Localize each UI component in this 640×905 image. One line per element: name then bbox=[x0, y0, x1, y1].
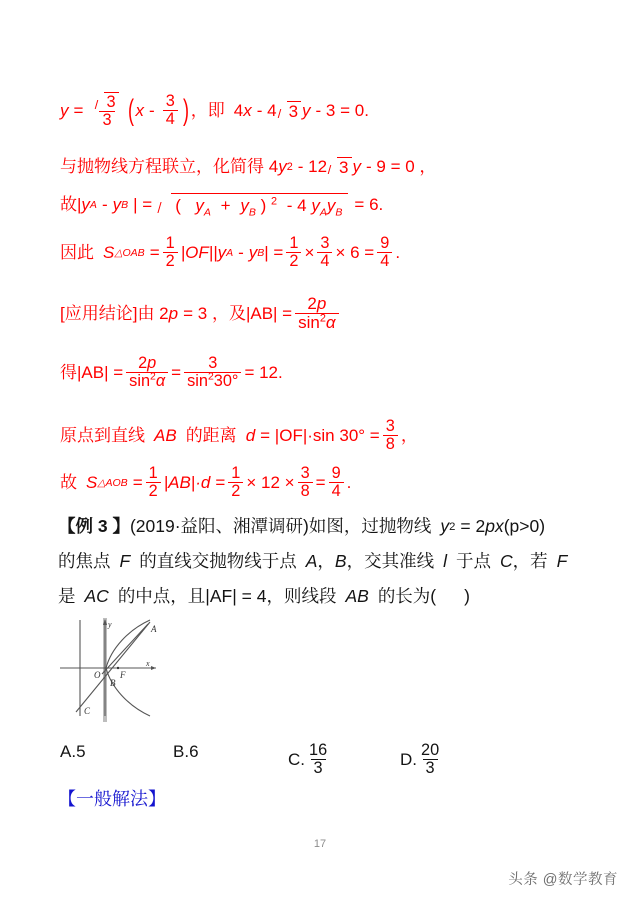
line1-ji: 即 bbox=[207, 101, 225, 121]
line8-abs: |AB|· bbox=[163, 473, 201, 493]
example-l2-A: A bbox=[305, 551, 318, 571]
example-line-1: 【例 3 】 (2019·益阳、湘潭调研) 如图，过抛物线 y 2 = 2 p x (p>0) bbox=[58, 516, 546, 536]
line3-myB: y bbox=[326, 196, 336, 215]
example-l2f: ，若 bbox=[512, 551, 548, 571]
line8-d: d bbox=[200, 473, 211, 493]
example-l2e: 于点 bbox=[455, 551, 491, 571]
line4-half: $\frac{1}{2}$ bbox=[163, 235, 178, 270]
line1-fraction-3-4: $\frac{3}{4}$ bbox=[163, 93, 178, 128]
example-l2d: ，交其准线 bbox=[346, 551, 435, 571]
line1-4: 4 bbox=[233, 101, 244, 121]
example-l2-C: C bbox=[499, 551, 513, 571]
line3-myA: y bbox=[311, 196, 320, 215]
line4-S: S bbox=[103, 243, 115, 263]
line3-ryA: y bbox=[195, 196, 204, 215]
example-eq-rest: = 2 bbox=[460, 516, 486, 536]
line1-y2: y bbox=[302, 101, 311, 121]
line3-yB: y bbox=[112, 195, 122, 214]
label-O: O bbox=[94, 670, 101, 680]
option-A[interactable] bbox=[60, 742, 86, 762]
sqrt-3-icon: 3 bbox=[95, 92, 118, 111]
example-part1: 如图，过抛物线 bbox=[308, 516, 432, 536]
line5-tag: [应用结论] bbox=[60, 303, 138, 323]
label-C: C bbox=[84, 706, 91, 716]
example-l3b: 的中点，且|AF| = 4，则线段 bbox=[117, 586, 337, 606]
parabola-figure-svg bbox=[58, 616, 170, 724]
line3-yA: y bbox=[81, 195, 90, 214]
paren-open: ( bbox=[127, 93, 134, 127]
example-eq-y: y bbox=[440, 516, 450, 536]
option-A-key: A. bbox=[60, 742, 77, 761]
line6-tail: = 12. bbox=[244, 363, 283, 383]
solution-line-3: 故| y A - y B | = ( $y_A + y_B$ ) $^2$ - 4 $y_Ay_B$ = 6. bbox=[60, 195, 384, 219]
line1-inner-x: x bbox=[135, 101, 145, 121]
line4-three-quarters: $\frac{3}{4}$ bbox=[317, 235, 332, 270]
option-C-fraction: $\frac{16}{3}$ bbox=[309, 741, 328, 778]
line7-lead: 原点到直线 bbox=[60, 426, 145, 446]
line3-minus: - bbox=[101, 195, 108, 214]
parabola-figure bbox=[58, 616, 170, 724]
line4-yA: y bbox=[217, 243, 227, 263]
line1-eq: = bbox=[73, 101, 84, 121]
line8-three-eighths: $\frac{3}{8}$ bbox=[298, 465, 313, 500]
line3-msubA: A bbox=[319, 206, 327, 219]
line7-mid: 的距离 bbox=[185, 426, 237, 446]
option-D[interactable] bbox=[400, 742, 445, 777]
example-eq-cond: (p>0) bbox=[503, 516, 546, 536]
example-eq-p: p bbox=[485, 516, 495, 536]
option-A-value: 5 bbox=[76, 742, 86, 761]
line8-period: . bbox=[346, 473, 352, 493]
line3-lead: 故| bbox=[60, 195, 82, 214]
line4-bar-eq: | = bbox=[264, 243, 284, 263]
line7-eq: = |OF|·sin 30° = bbox=[260, 426, 380, 446]
line2-mid: - 12 bbox=[297, 157, 328, 176]
example-source: (2019·益阳、湘潭调研) bbox=[129, 516, 309, 536]
solution-line-4: 因此 S △OAB = $\frac{1}{2}$ |OF|| y A - y B | = $\frac{1}{2}$ × $\frac{3}{4}$ × 6 = $\frac{9}{4}$ . bbox=[60, 234, 401, 271]
label-F: F bbox=[120, 670, 126, 680]
label-y: y bbox=[108, 620, 112, 629]
line8-S: S bbox=[86, 473, 98, 493]
focus-point bbox=[117, 667, 119, 669]
line6-fraction-3: $\frac{3}{\sin^230^\circ}$ bbox=[184, 355, 241, 390]
line5-fraction-2p-over-sin2alpha: $\frac{2p}{\sin^2\alpha}$ bbox=[295, 295, 339, 332]
line4-yB: y bbox=[248, 243, 258, 263]
option-C-key: C. bbox=[288, 749, 305, 769]
line3-rparen-close: ) bbox=[260, 196, 267, 215]
line8-half2: $\frac{1}{2}$ bbox=[228, 465, 243, 500]
line4-minus: - bbox=[238, 243, 244, 263]
option-B[interactable] bbox=[173, 742, 199, 762]
example-l2a: 的焦点 bbox=[58, 551, 111, 571]
line4-times1: × bbox=[304, 243, 315, 263]
line1-x2: x bbox=[243, 101, 252, 121]
line7-fraction-3-8: $\frac{3}{8}$ bbox=[383, 418, 398, 453]
line3-msubB: B bbox=[335, 206, 343, 219]
solution-line-5 bbox=[60, 295, 342, 332]
example-l2-F2: F bbox=[556, 551, 568, 571]
solution-line-1 bbox=[60, 92, 369, 129]
line1-minus4: - 4 bbox=[256, 101, 277, 121]
line2-tail: - 9 = 0 ， bbox=[366, 157, 437, 176]
line4-of: |OF|| bbox=[180, 243, 218, 263]
option-B-key: B. bbox=[173, 742, 190, 761]
line3-rsubA: A bbox=[203, 206, 211, 219]
line6-fraction-2p: $\frac{2p}{\sin^2\alpha}$ bbox=[126, 355, 168, 390]
sqrt-3-icon-2: 3 bbox=[278, 101, 301, 120]
sqrt-big-icon bbox=[158, 193, 348, 219]
solution-line-2: 与抛物线方程联立，化简得 4 y 2 - 12 3 y - 9 = 0 ， bbox=[60, 157, 437, 177]
example-line-3 bbox=[58, 588, 470, 606]
line4-result: $\frac{9}{4}$ bbox=[377, 235, 392, 270]
option-D-key: D. bbox=[400, 749, 417, 769]
line2-y2: y bbox=[352, 157, 362, 176]
line8-eq3: = bbox=[315, 473, 326, 493]
line8-half: $\frac{1}{2}$ bbox=[146, 465, 161, 500]
line5-eq: = 3 ，及|AB| = bbox=[183, 303, 293, 323]
secondary-chord bbox=[102, 624, 148, 674]
label-x: x bbox=[146, 659, 150, 668]
solution-line-8: 故 S △AOB = $\frac{1}{2}$ |AB|· d = $\frac{1}{2}$ × 12 × $\frac{3}{8}$ = $\frac{9}{4}$ . bbox=[60, 464, 352, 501]
line3-rad-minus: - 4 bbox=[286, 196, 307, 215]
line1-tail: - 3 = 0. bbox=[315, 101, 369, 121]
line7-comma: ， bbox=[400, 426, 418, 446]
line3-ryB: y bbox=[240, 196, 249, 215]
line4-times2: × 6 = bbox=[335, 243, 375, 263]
line3-rsubB: B bbox=[248, 206, 256, 219]
general-method-heading bbox=[58, 790, 166, 808]
line8-result: $\frac{9}{4}$ bbox=[329, 465, 344, 500]
x-axis-arrow bbox=[151, 666, 156, 670]
example-eq-x: x bbox=[494, 516, 504, 536]
solution-line-7 bbox=[60, 418, 418, 453]
line3-plus: + bbox=[220, 196, 231, 215]
line5-p: p bbox=[168, 303, 179, 323]
line2-y: y bbox=[278, 157, 287, 176]
example-l3c: 的长为( bbox=[377, 586, 437, 606]
example-l2-F: F bbox=[119, 551, 131, 571]
general-method-label: 【一般解法】 bbox=[58, 789, 166, 809]
line1-fraction-sqrt3-over-3: $\frac{3}{3}$ bbox=[91, 92, 122, 129]
line3-tail: = 6. bbox=[354, 195, 384, 214]
page-number: 17 bbox=[313, 838, 327, 850]
label-A: A bbox=[151, 624, 157, 634]
line4-eq1: = bbox=[149, 243, 160, 263]
line1-minus: - bbox=[149, 101, 155, 121]
line7-AB: AB bbox=[154, 426, 177, 446]
example-line-2 bbox=[58, 553, 567, 571]
line7-d: d bbox=[245, 426, 256, 446]
line8-eq1: = bbox=[132, 473, 143, 493]
option-C[interactable] bbox=[288, 742, 333, 777]
line8-times1: × 12 × bbox=[246, 473, 295, 493]
example-l2-B: B bbox=[334, 551, 347, 571]
option-D-fraction: $\frac{20}{3}$ bbox=[421, 741, 440, 778]
example-l2b: 的直线交抛物线于点 bbox=[139, 551, 297, 571]
line8-eq2: = bbox=[215, 473, 226, 493]
example-l3a: 是 bbox=[58, 586, 76, 606]
sqrt-3-icon-3: 3 bbox=[328, 157, 351, 176]
watermark: 头条 @数学教育 bbox=[508, 872, 618, 888]
line1-y: y bbox=[60, 101, 69, 121]
example-l2-l: l bbox=[443, 551, 447, 571]
solution-line-6 bbox=[60, 355, 283, 390]
label-B: B bbox=[110, 678, 116, 688]
focal-chord-line bbox=[76, 622, 150, 712]
option-B-value: 6 bbox=[189, 742, 199, 761]
example-l3-AC: AC bbox=[84, 586, 109, 606]
line8-lead: 故 bbox=[60, 473, 77, 493]
line3-eq: | = bbox=[133, 195, 153, 214]
line4-period: . bbox=[395, 243, 401, 263]
line3-rparen-open: ( bbox=[175, 196, 181, 215]
example-l3-paren: ) bbox=[464, 586, 470, 606]
line4-half2: $\frac{1}{2}$ bbox=[286, 235, 301, 270]
line5-you: 由 2 bbox=[137, 303, 169, 323]
line1-comma: ， bbox=[190, 101, 208, 121]
paren-close: ) bbox=[182, 93, 189, 127]
line2-text: 与抛物线方程联立，化简得 4 bbox=[60, 157, 279, 176]
line3-square: 2 bbox=[270, 195, 278, 208]
example-l3-AB: AB bbox=[345, 586, 369, 606]
example-label: 【例 3 】 bbox=[58, 516, 130, 536]
line4-lead: 因此 bbox=[60, 243, 94, 263]
example-l2c: ， bbox=[317, 551, 335, 571]
line6-lead: 得|AB| = bbox=[60, 363, 124, 383]
line6-eq: = bbox=[171, 363, 182, 383]
